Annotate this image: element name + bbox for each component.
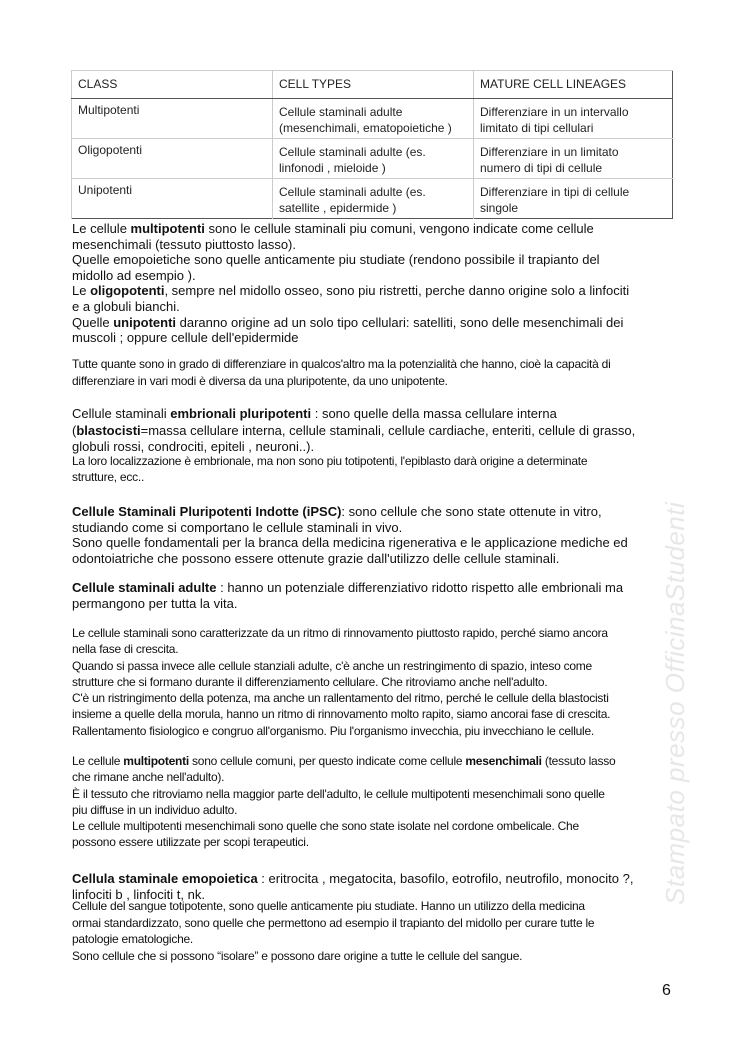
text-run: Cellule del sangue totipotente, sono quelle anticamente piu studiate. Hanno un utilizzo della medicina bbox=[72, 899, 585, 913]
text-line bbox=[72, 406, 635, 423]
header-mature-cell-lineages: MATURE CELL LINEAGES bbox=[474, 71, 673, 99]
text-run: Sono cellule che si possono “isolare” e possono dare origine a tutte le cellule del sangue. bbox=[72, 949, 523, 964]
bold-term: mesenchimali bbox=[465, 754, 542, 768]
bold-term: Cellule staminali adulte bbox=[72, 580, 217, 595]
text-line bbox=[72, 834, 615, 850]
text-run: : sono quelle della massa cellulare interna bbox=[311, 406, 557, 421]
text-line bbox=[72, 299, 629, 315]
text-line bbox=[72, 871, 633, 887]
text-line bbox=[72, 221, 629, 237]
text-run: daranno origine ad un solo tipo cellulari: satelliti, sono delle mesenchimali dei bbox=[176, 314, 624, 330]
bold-term: multipotenti bbox=[123, 754, 189, 768]
bold-term: oligopotenti bbox=[90, 283, 165, 299]
text-run: La loro localizzazione è embrionale, ma non sono piu totipotenti, l'epiblasto darà origine a determinate bbox=[72, 454, 588, 468]
text-run: studiando come si comportano le cellule staminali in vivo. bbox=[72, 519, 403, 535]
paragraph-ipsc bbox=[72, 504, 628, 566]
text-run: ( bbox=[72, 422, 77, 438]
text-run: Tutte quante sono in grado di differenziare in qualcos'altro ma la potenzialità che hanno, cioè la capacità di bbox=[72, 357, 611, 371]
text-line bbox=[72, 818, 615, 834]
text-run: Sono quelle fondamentali per la branca della medicina rigenerativa e le applicazione mediche ed bbox=[72, 535, 628, 550]
text-line bbox=[72, 520, 628, 536]
text-run: mesenchimali (tessuto piuttosto lasso). bbox=[72, 236, 296, 252]
text-line bbox=[72, 423, 635, 440]
text-run: Quelle emopoietiche sono quelle anticamente piu studiate (rendono possibile il trapianto del bbox=[72, 252, 600, 268]
paragraph-embryonic-localization bbox=[72, 453, 587, 485]
text-line bbox=[72, 898, 594, 915]
header-cell-types: CELL TYPES bbox=[273, 71, 474, 99]
text-run: globuli rossi, condrociti, epiteli , neuroni..). bbox=[72, 439, 315, 454]
text-line bbox=[72, 674, 610, 690]
text-run: : eritrocita , megatocita, basofilo, eotrofilo, neutrofilo, monocito ?, bbox=[257, 871, 634, 886]
text-run: (tessuto lasso bbox=[541, 754, 616, 768]
text-run: C'è un ristringimento della potenza, ma anche un rallentamento del ritmo, perché le cellule della blastocisti bbox=[72, 691, 609, 706]
text-run: È il tessuto che ritroviamo nella maggior parte dell'adulto, le cellule multipotenti mesenchimali sono quelle bbox=[72, 786, 605, 801]
text-run: : hanno un potenziale differenziativo ridotto rispetto alle embrionali ma bbox=[216, 580, 624, 595]
text-line bbox=[72, 453, 587, 469]
text-run: ormai standardizzato, sono quelle che permettono ad esempio il trapianto del midollo per curare tutte le bbox=[72, 915, 595, 930]
paragraph-multipotent-mesenchymal bbox=[72, 753, 615, 851]
table-row bbox=[72, 179, 673, 219]
text-run: differenziare in vari modi è diversa da una pluripotente, da uno unipotente. bbox=[72, 374, 448, 388]
text-run: possono essere utilizzate per scopi terapeutici. bbox=[72, 835, 309, 850]
text-line bbox=[72, 625, 610, 641]
bold-term: unipotenti bbox=[113, 314, 177, 330]
text-run: , sempre nel midollo osseo, sono piu ristretti, perche danno origine solo a linfociti bbox=[164, 283, 630, 299]
text-run: Cellule staminali bbox=[72, 406, 171, 421]
text-line bbox=[72, 373, 611, 390]
cell-mature-cell-lineages: Differenziare in tipi di cellule singole bbox=[474, 179, 673, 219]
text-run: insieme a quelle della morula, hanno un ritmo di rinnovamento molto rapito, siamo ancorai fase di crescita. bbox=[72, 707, 611, 722]
text-run: Quelle bbox=[72, 314, 114, 330]
table-row bbox=[72, 99, 673, 139]
cell-cell-types: Cellule staminali adulte (es. linfonodi , mieloide ) bbox=[273, 139, 474, 179]
text-line bbox=[72, 931, 594, 948]
text-run: linfociti b , linfociti t, nk. bbox=[72, 886, 205, 902]
text-line bbox=[72, 641, 610, 657]
header-class: CLASS bbox=[72, 71, 273, 99]
text-run: nella fase di crescita. bbox=[72, 642, 179, 657]
watermark: Stampato presso OfficinaStudenti bbox=[660, 501, 690, 905]
text-line bbox=[72, 535, 628, 551]
cell-mature-cell-lineages: Differenziare in un limitato numero di tipi di cellule bbox=[474, 139, 673, 179]
text-line bbox=[72, 252, 629, 268]
text-line bbox=[72, 283, 629, 299]
cell-class: Oligopotenti bbox=[72, 139, 273, 179]
bold-term: multipotenti bbox=[130, 221, 205, 236]
cell-mature-cell-lineages: Differenziare in un intervallo limitato di tipi cellulari bbox=[474, 99, 673, 139]
paragraph-potenziality bbox=[72, 356, 611, 390]
cell-class: Multipotenti bbox=[72, 99, 273, 139]
text-line bbox=[72, 723, 610, 739]
text-line bbox=[72, 315, 629, 331]
text-run: Rallentamento fisiologico e congruo all'organismo. Piu l'organismo invecchia, piu invecchiano le cellule. bbox=[72, 723, 594, 738]
bold-term: embrionali pluripotenti bbox=[170, 406, 312, 421]
text-line bbox=[72, 237, 629, 253]
text-line bbox=[72, 690, 610, 706]
bold-term: blastocisti bbox=[76, 422, 141, 438]
text-run: permangono per tutta la vita. bbox=[72, 596, 238, 611]
text-line bbox=[72, 356, 611, 373]
cell-cell-types: Cellule staminali adulte (es. satellite , epidermide ) bbox=[273, 179, 474, 219]
table-header-row bbox=[72, 71, 673, 99]
text-run: Le bbox=[72, 283, 91, 299]
text-run: muscoli ; oppure cellule dell'epidermide bbox=[72, 330, 299, 346]
text-run: Le cellule multipotenti mesenchimali sono quelle che sono state isolate nel cordone ombelicale. Che bbox=[72, 819, 579, 834]
paragraph-blood-cells bbox=[72, 898, 594, 965]
paragraph-renewal-rhythm bbox=[72, 625, 610, 739]
text-run: =massa cellulare interna, cellule staminali, cellule cardiache, enteriti, cellule di grasso, bbox=[140, 422, 636, 438]
text-line bbox=[72, 915, 594, 932]
text-run: Le cellule bbox=[72, 221, 131, 236]
text-line bbox=[72, 658, 610, 674]
text-run: sono le cellule staminali piu comuni, vengono indicate come cellule bbox=[204, 221, 594, 236]
cell-cell-types: Cellule staminali adulte (mesenchimali, ematopoietiche ) bbox=[273, 99, 474, 139]
text-line bbox=[72, 786, 615, 802]
text-run: che rimane anche nell'adulto). bbox=[72, 770, 225, 785]
table-row bbox=[72, 139, 673, 179]
text-line bbox=[72, 706, 610, 722]
text-line bbox=[72, 469, 587, 485]
text-line bbox=[72, 802, 615, 818]
text-run: Le cellule staminali sono caratterizzate da un ritmo di rinnovamento piuttosto rapido, perché siamo ancora bbox=[72, 626, 608, 640]
cell-class: Unipotenti bbox=[72, 179, 273, 219]
text-run: strutture, ecc.. bbox=[72, 470, 145, 484]
text-run: patologie ematologiche. bbox=[72, 932, 194, 947]
text-line bbox=[72, 330, 629, 346]
text-run: Le cellule bbox=[72, 754, 124, 768]
text-line bbox=[72, 948, 594, 965]
text-run: piu diffuse in un individuo adulto. bbox=[72, 802, 238, 817]
page-number: 6 bbox=[662, 982, 671, 999]
paragraph-potency-types bbox=[72, 221, 629, 346]
text-line bbox=[72, 769, 615, 785]
text-line bbox=[72, 753, 615, 769]
text-run: strutture che si formano durante il differenziamento cellulare. Che ritroviamo anche nell'adulto. bbox=[72, 674, 548, 689]
text-line bbox=[72, 268, 629, 284]
paragraph-embryonic-pluripotent bbox=[72, 406, 635, 456]
text-run: odontoiatriche che possono essere ottenute grazie dall'utilizzo delle cellule staminali. bbox=[72, 550, 560, 566]
text-run: sono cellule comuni, per questo indicate come cellule bbox=[188, 754, 466, 768]
text-run: midollo ad esempio ). bbox=[72, 267, 196, 283]
text-run: Quando si passa invece alle cellule stanziali adulte, c'è anche un restringimento di spazio, inteso come bbox=[72, 658, 592, 673]
text-line bbox=[72, 551, 628, 567]
text-line bbox=[72, 596, 623, 612]
text-run: : sono cellule che sono state ottenute in vitro, bbox=[341, 504, 602, 519]
bold-term: Cellule Staminali Pluripotenti Indotte (iPSC) bbox=[72, 504, 342, 519]
text-line bbox=[72, 504, 628, 520]
text-line bbox=[72, 580, 623, 596]
bold-term: Cellula staminale emopoietica bbox=[72, 871, 258, 886]
paragraph-adult-stem-cells bbox=[72, 580, 623, 612]
stem-cell-classes-table bbox=[71, 70, 673, 219]
text-run: e a globuli bianchi. bbox=[72, 298, 180, 314]
